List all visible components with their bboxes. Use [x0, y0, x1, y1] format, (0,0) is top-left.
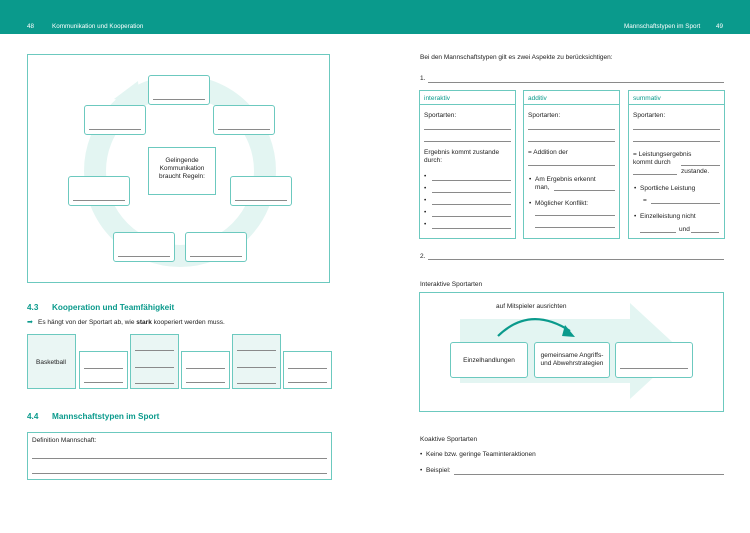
- col3-und: und: [679, 226, 690, 233]
- right-intro: Bei den Mannschaftstypen gilt es zwei Aspekte zu berücksichtigen:: [420, 54, 613, 61]
- cycle-box-right: [230, 176, 292, 206]
- sport-box-line: [135, 367, 174, 368]
- col1-line: [432, 180, 511, 181]
- col3-zustande: zustande.: [681, 168, 710, 175]
- cycle-box-upper-right: [213, 105, 275, 135]
- definition-box: [27, 432, 332, 480]
- item-1-label: 1.: [420, 75, 426, 82]
- sport-box-basketball: [27, 334, 76, 389]
- col2-title-divider: [524, 104, 619, 105]
- column-additiv: [523, 90, 620, 239]
- cycle-box-lower-right: [185, 232, 247, 262]
- definition-label: Definition Mannschaft:: [32, 437, 97, 444]
- flow-box-line: [620, 368, 688, 369]
- sport-box-line: [237, 350, 276, 351]
- item-2-line: [428, 259, 724, 260]
- column-summativ: [628, 90, 725, 239]
- center-text-line2: Kommunikation: [159, 165, 205, 172]
- sport-box-3: [130, 334, 179, 389]
- center-text-line3: braucht Regeln:: [159, 173, 205, 180]
- col3-title-divider: [629, 104, 724, 105]
- cycle-box-line: [73, 200, 125, 201]
- definition-line: [32, 473, 327, 474]
- cycle-box-line: [235, 200, 287, 201]
- flow-box2-line1: gemeinsame Angriffs-: [540, 352, 604, 359]
- col3-sportarten: Sportarten:: [633, 112, 666, 119]
- col1-sportarten: Sportarten:: [424, 112, 457, 119]
- col2-sportarten: Sportarten:: [528, 112, 561, 119]
- col1-line: [432, 216, 511, 217]
- col3-leistung2: kommt durch: [633, 159, 671, 166]
- sport-box-line: [135, 383, 174, 384]
- col1-line: [432, 204, 511, 205]
- col3-title: summativ: [633, 95, 661, 102]
- interaktive-title: Interaktive Sportarten: [420, 281, 483, 288]
- sport-box-4: [181, 351, 230, 389]
- sport-box-line: [237, 383, 276, 384]
- cycle-box-top: [148, 75, 210, 105]
- col2-line: [554, 190, 615, 191]
- interaktive-diagram: [419, 292, 724, 412]
- flow-box-strategien: [534, 342, 610, 378]
- col2-bullet2: • Möglicher Konflikt:: [535, 200, 588, 207]
- right-header-title: Mannschaftstypen im Sport: [624, 23, 701, 30]
- left-header-title: Kommunikation und Kooperation: [52, 23, 144, 30]
- cycle-box-left: [68, 176, 130, 206]
- col1-title: interaktiv: [424, 95, 451, 102]
- sport-box-5: [232, 334, 281, 389]
- koaktive-bullet2: • Beispiel:: [426, 467, 451, 474]
- col1-line: [432, 228, 511, 229]
- col1-ergebnis1: Ergebnis kommt zustande: [424, 149, 500, 156]
- cycle-box-line: [153, 99, 205, 100]
- item-1-line: [428, 82, 724, 83]
- koaktive-line: [454, 474, 724, 475]
- col3-leistung1: = Leistungsergebnis: [633, 151, 692, 158]
- col3-line: [681, 165, 720, 166]
- col3-line: [633, 174, 677, 175]
- col1-title-divider: [420, 104, 515, 105]
- section-4-3-title: Kooperation und Teamfähigkeit: [52, 303, 175, 312]
- sport-box-2: [79, 351, 128, 389]
- col2-line: [535, 215, 615, 216]
- right-page-number: 49: [716, 23, 724, 30]
- section-4-4-title: Mannschaftstypen im Sport: [52, 412, 160, 421]
- col1-ergebnis2: durch:: [424, 157, 443, 164]
- col2-line: [528, 165, 615, 166]
- cycle-box-line: [89, 129, 141, 130]
- col3-eq: =: [643, 197, 647, 204]
- koaktive-title: Koaktive Sportarten: [420, 436, 478, 443]
- instruction-post: kooperiert werden muss.: [151, 319, 225, 326]
- section-4-4-number: 4.4: [27, 412, 39, 421]
- cycle-box-line: [218, 129, 270, 130]
- flow-box1-label: Einzelhandlungen: [463, 357, 515, 364]
- col3-bullet1: • Sportliche Leistung: [640, 185, 695, 192]
- instruction-pre: Es hängt von der Sportart ab, wie: [38, 319, 137, 326]
- cycle-box-line: [190, 256, 242, 257]
- definition-line: [32, 458, 327, 459]
- cycle-box-line: [118, 256, 170, 257]
- flow-box2-line2: und Abwehrstrategien: [540, 360, 604, 367]
- left-page-number: 48: [27, 23, 35, 30]
- communication-diagram: [27, 54, 330, 283]
- sport-box-6: [283, 351, 332, 389]
- col3-line: [651, 203, 720, 204]
- col1-line: [432, 192, 511, 193]
- sport-box-line: [84, 368, 123, 369]
- col3-line: [640, 232, 676, 233]
- column-interaktiv: [419, 90, 516, 239]
- col2-title: additiv: [528, 95, 547, 102]
- col1-line: [424, 141, 511, 142]
- col2-bullet1b: man,: [535, 184, 550, 191]
- item-2-label: 2.: [420, 253, 426, 260]
- sport-box-line: [186, 382, 225, 383]
- col2-line: [528, 129, 615, 130]
- center-text-box: [148, 147, 216, 195]
- sport-box-line: [237, 367, 276, 368]
- col1-line: [424, 129, 511, 130]
- arrow-right-icon: ➡: [27, 319, 33, 326]
- flow-box-einzelhandlungen: [450, 342, 528, 378]
- sport-box-basketball-label: Basketball: [36, 359, 66, 366]
- col2-addition: = Addition der: [528, 149, 568, 156]
- col3-line: [633, 129, 720, 130]
- col3-bullet2: • Einzelleistung nicht: [640, 213, 696, 220]
- koaktive-bullet1: • Keine bzw. geringe Teaminteraktionen: [426, 451, 536, 458]
- sport-box-line: [135, 350, 174, 351]
- flow-box-blank: [615, 342, 693, 378]
- section-4-3-instruction: [38, 319, 225, 326]
- sport-box-line: [186, 368, 225, 369]
- col3-line: [633, 141, 720, 142]
- center-text-line1: Gelingende: [165, 157, 199, 164]
- cycle-box-lower-left: [113, 232, 175, 262]
- col3-line: [691, 232, 719, 233]
- col2-bullet1a: • Am Ergebnis erkennt: [535, 176, 596, 183]
- section-4-3-number: 4.3: [27, 303, 39, 312]
- cycle-box-upper-left: [84, 105, 146, 135]
- col2-line: [528, 141, 615, 142]
- sport-box-line: [288, 368, 327, 369]
- col2-line: [535, 227, 615, 228]
- sport-box-line: [288, 382, 327, 383]
- instruction-bold: stark: [136, 319, 152, 326]
- page-header: [0, 0, 750, 34]
- arrow-label: auf Mitspieler ausrichten: [496, 303, 567, 310]
- sport-box-line: [84, 382, 123, 383]
